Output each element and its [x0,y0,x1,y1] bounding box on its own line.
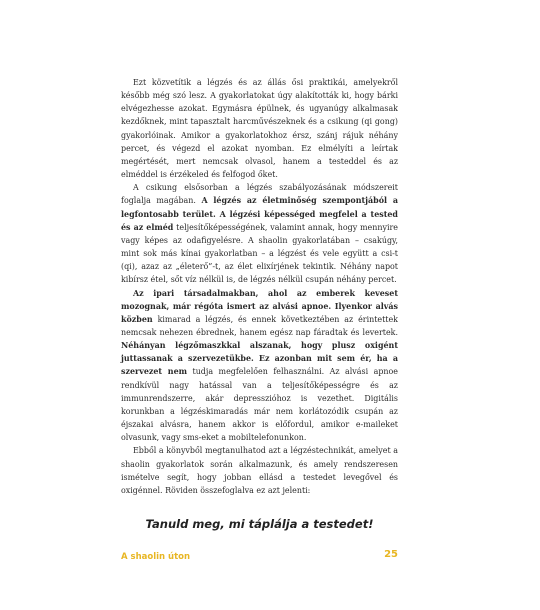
paragraph-1-segment-1: Ezt közvetítik a légzés és az állás ősi praktikái, amelyekről később még szó lesz. A gyakorlatokat úgy alakították ki, hogy bárki elvégezhesse azokat. Egymásra épülnek, és ugyanúgy alkalmasak kezdőknek, mint tapasztalt harcművészeknek és a csikung (qi gong) gyakorlóinak. Amikor a gyakorlatokhoz érsz, szánj rájuk néhány percet, és végezd el azokat nyomban. Ez elmélyíti a leírtak megértését, mert nemcsak olvasol, hanem a testeddel és az elméddel is érzékeled és felfogod őket. [121,78,398,180]
paragraph-2 [121,181,398,286]
running-footer-title: A shaolin úton [121,552,191,562]
paragraph-1 [121,76,398,181]
paragraph-3-segment-2: kimarad a légzés, és ennek következtében az érintettek nemcsak nehezen ébrednek, hanem egész nap fáradtak és levertek. [121,314,398,337]
paragraph-2-segment-1: A csikung elsősorban a légzés szabályozásának módszereit foglalja magában. [121,183,398,206]
paragraph-3-segment-4: tudja megfelelően felhasználni. Az alvási apnoe rendkívül nagy hatással van a teljesítőképességre és az immunrendszerre, akár depresszióhoz is vezethet. Digitális korunkban a légzéskimaradás már nem korlátozódik csupán az éjszakai alvásra, hanem akkor is előfordul, amikor e-maileket olvasunk, vagy sms-eket a mobiltelefonunkon. [121,367,399,443]
paragraph-4 [121,444,398,497]
page-number: 25 [384,549,398,560]
paragraph-3-segment-3: Néhányan légzőmaszkkal alszanak, hogy plusz oxigént juttassanak a szervezetükbe. Ez azonban mit sem ér, ha a szervezet nem [121,341,398,377]
tagline: Tanuld meg, mi táplálja a testedet! [145,517,374,531]
paragraph-4-segment-1: Ebből a könyvből megtanulhatod azt a légzéstechnikát, amelyet a shaolin gyakorlatok során alkalmazunk, és amely rendszeresen ismételve segít, hogy jobban ellásd a testedet levegővel és oxigénnel. Röviden összefoglalva ez azt jelenti: [121,446,398,495]
paragraph-3 [121,287,398,445]
paragraph-3-segment-1: Az ipari társadalmakban, ahol az emberek keveset mozognak, már régóta ismert az alvási apnoe. Ilyenkor alvás közben [121,288,398,324]
paragraph-2-segment-3: teljesítőképességének, valamint annak, hogy mennyire vagy képes az odafigyelésre. A shaolin gyakorlatában – csakúgy, mint sok más kínai gyakorlatban – a légzést és vele együtt a csi-t (qi), azaz az „életerő”-t, az élet elixírjének tekintik. Néhány napot kibírsz étel, sőt víz nélkül is, de légzés nélkül csupán néhány percet. [121,222,398,285]
body-text [121,76,398,497]
paragraph-2-segment-2: A légzés az életminőség szempontjából a legfontosabb terület. A légzési képességed megfelel a tested és az elméd [121,196,398,232]
